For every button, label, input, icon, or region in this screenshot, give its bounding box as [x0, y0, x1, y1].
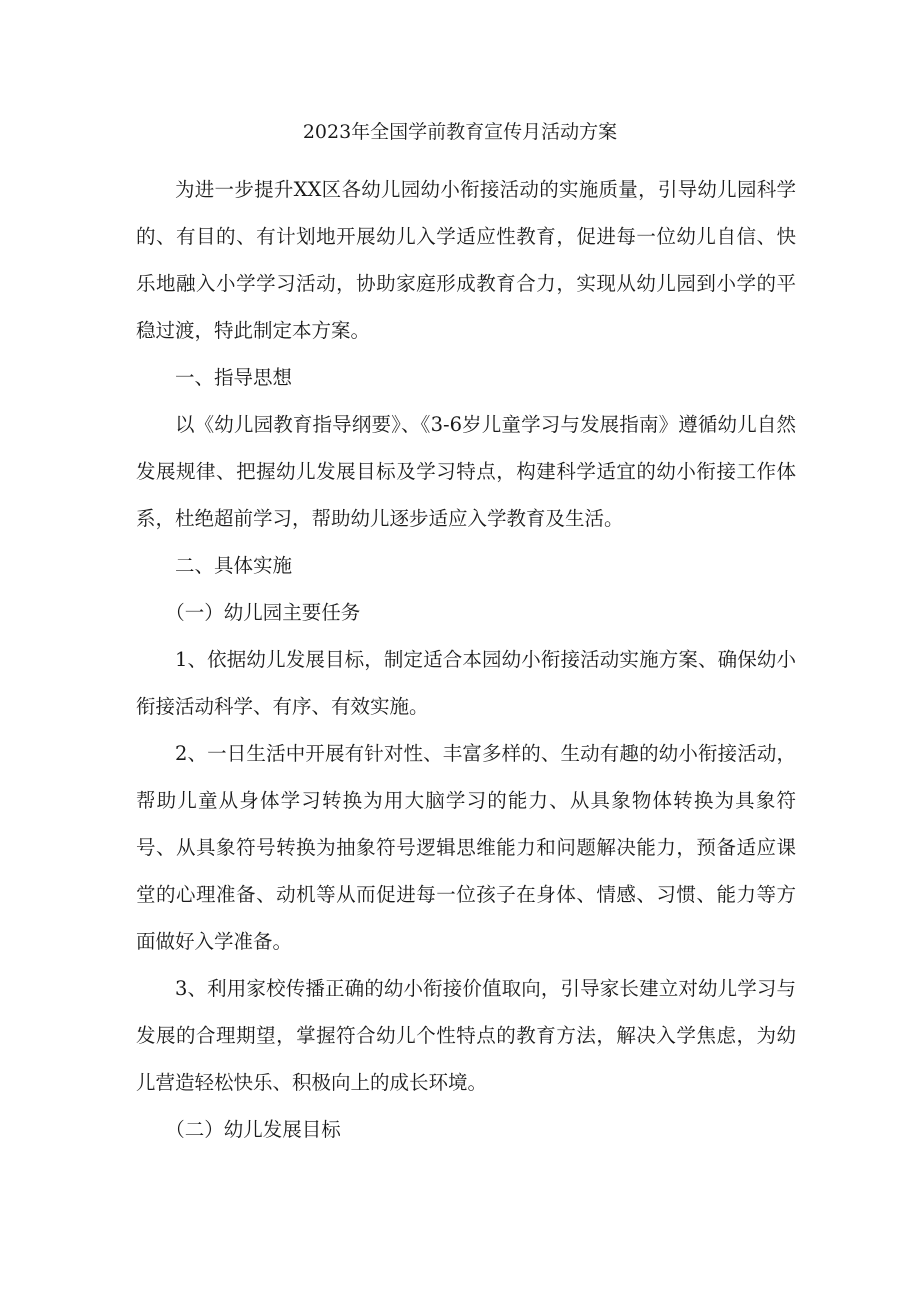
task-item-2: 2、一日生活中开展有针对性、丰富多样的、生动有趣的幼小衔接活动，帮助儿童从身体学习转换为用大脑学习的能力、从具象物体转换为具象符号、从具象符号转换为抽象符号逻辑思维能力和问题解决能力，预备适应课堂的心理准备、动机等从而促进每一位孩子在身体、情感、习惯、能力等方面做好入学准备。: [136, 742, 796, 953]
intro-paragraph: 为进一步提升XX区各幼儿园幼小衔接活动的实施质量，引导幼儿园科学的、有目的、有计划地开展幼儿入学适应性教育，促进每一位幼儿自信、快乐地融入小学学习活动，协助家庭形成教育合力，实现从幼儿园到小学的平稳过渡，特此制定本方案。: [136, 178, 796, 342]
subsection-heading-kindergarten-tasks: （一）幼儿园主要任务: [165, 601, 361, 624]
document-title: 2023年全国学前教育宣传月活动方案: [302, 121, 618, 143]
guiding-principle-paragraph: 以《幼儿园教育指导纲要》、《3-6岁儿童学习与发展指南》遵循幼儿自然发展规律、把握幼儿发展目标及学习特点，构建科学适宜的幼小衔接工作体系，杜绝超前学习，帮助幼儿逐步适应入学教育及生活。: [136, 413, 796, 530]
section-heading-implementation: 二、具体实施: [175, 554, 293, 577]
task-item-1: 1、依据幼儿发展目标，制定适合本园幼小衔接活动实施方案、确保幼小衔接活动科学、有序、有效实施。: [136, 648, 796, 718]
subsection-heading-development-goals: （二）幼儿发展目标: [165, 1118, 341, 1141]
task-item-3: 3、利用家校传播正确的幼小衔接价值取向，引导家长建立对幼儿学习与发展的合理期望，掌握符合幼儿个性特点的教育方法，解决入学焦虑，为幼儿营造轻松快乐、积极向上的成长环境。: [136, 977, 796, 1094]
section-heading-guiding-principle: 一、指导思想: [175, 366, 293, 389]
document-body: [136, 166, 796, 1153]
